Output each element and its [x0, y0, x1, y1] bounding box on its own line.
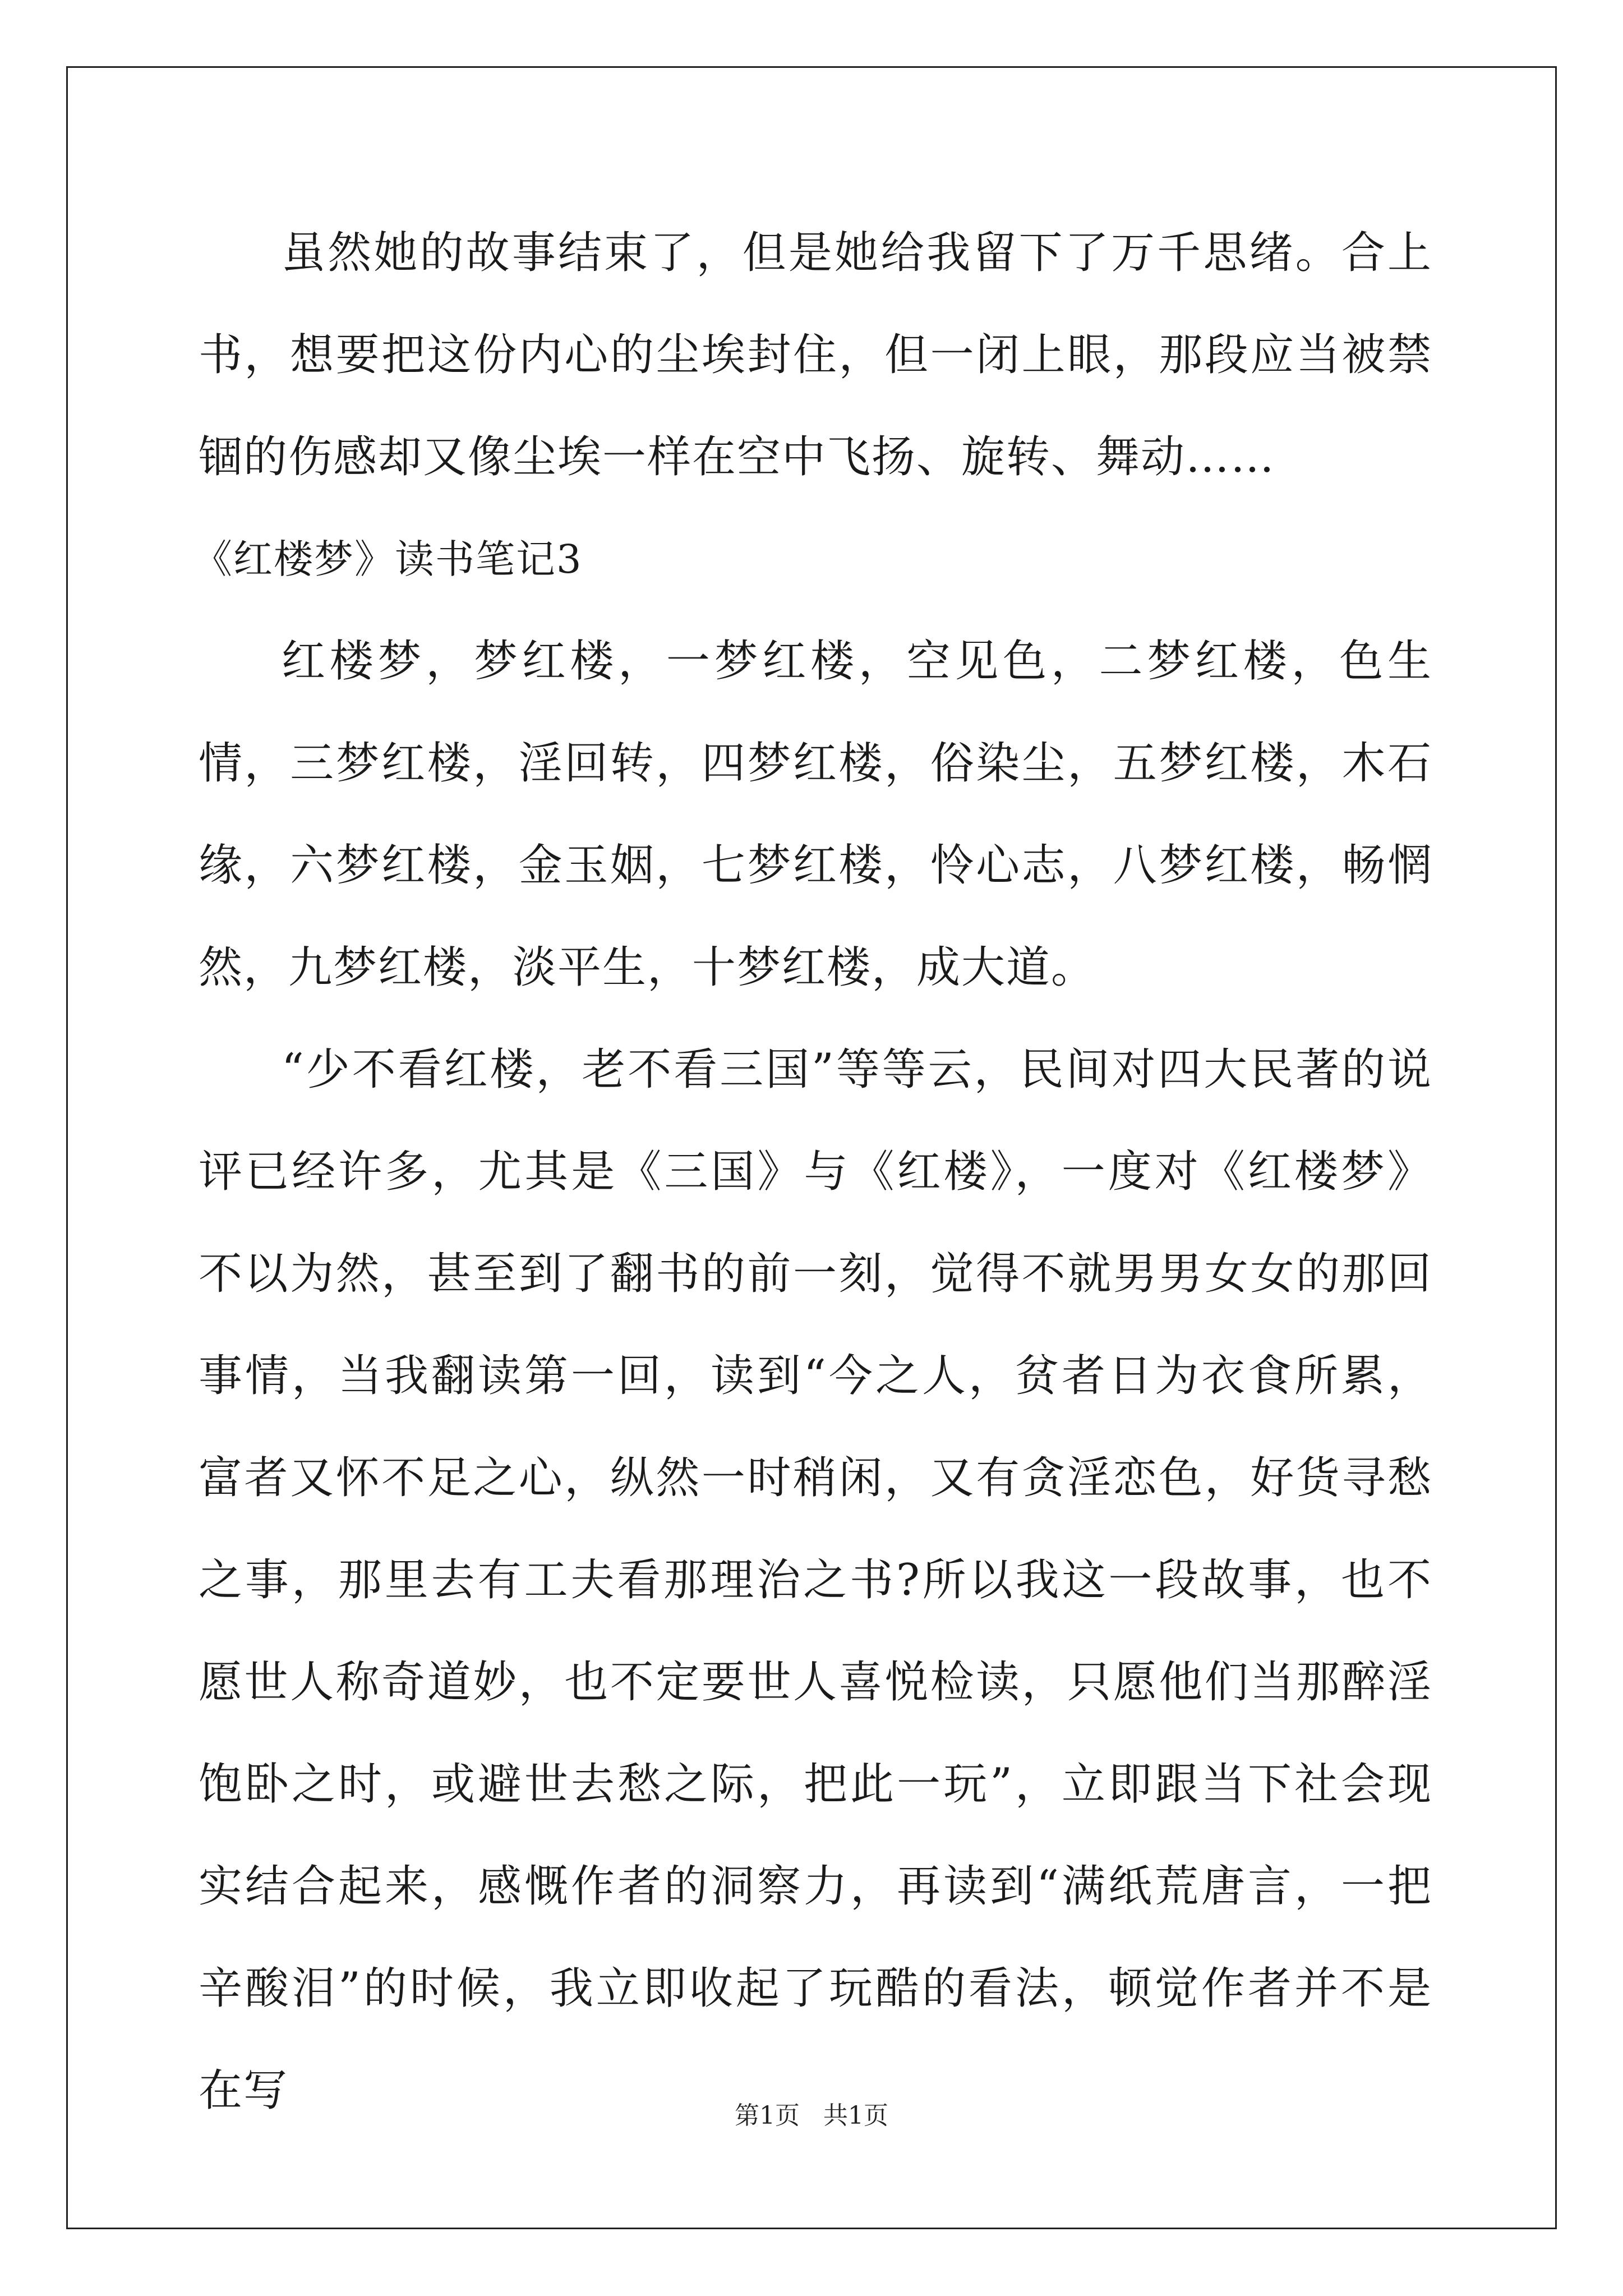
page-footer: 第1页 共1页: [735, 2101, 888, 2130]
document-body: [193, 202, 1432, 2142]
section-heading: 《红楼梦》读书笔记3: [193, 536, 583, 582]
paragraph-intro: 虽然她的故事结束了，但是她给我留下了万千思绪。合上书，想要把这份内心的尘埃封住，但一闭上眼，那段应当被禁锢的伤感却又像尘埃一样在空中飞扬、旋转、舞动……: [199, 228, 1432, 482]
paragraph-dream: 红楼梦，梦红楼，一梦红楼，空见色，二梦红楼，色生情，三梦红楼，淫回转，四梦红楼，俗染尘，五梦红楼，木石缘，六梦红楼，金玉姻，七梦红楼，怜心志，八梦红楼，畅惘然，九梦红楼，淡平生，十梦红楼，成大道。: [199, 636, 1432, 993]
paragraph-commentary: “少不看红楼，老不看三国”等等云，民间对四大民著的说评已经许多，尤其是《三国》与《红楼》，一度对《红楼梦》不以为然，甚至到了翻书的前一刻，觉得不就男男女女的那回事情，当我翻读第一回，读到“今之人，贫者日为衣食所累，富者又怀不足之心，纵然一时稍闲，又有贪淫恋色，好货寻愁之事，那里去有工夫看那理治之书?所以我这一段故事，也不愿世人称奇道妙，也不定要世人喜悦检读，只愿他们当那醉淫饱卧之时，或避世去愁之际，把此一玩”，立即跟当下社会现实结合起来，感慨作者的洞察力，再读到“满纸荒唐言，一把辛酸泪”的时候，我立即收起了玩酷的看法，顿觉作者并不是在写: [199, 1045, 1432, 2116]
